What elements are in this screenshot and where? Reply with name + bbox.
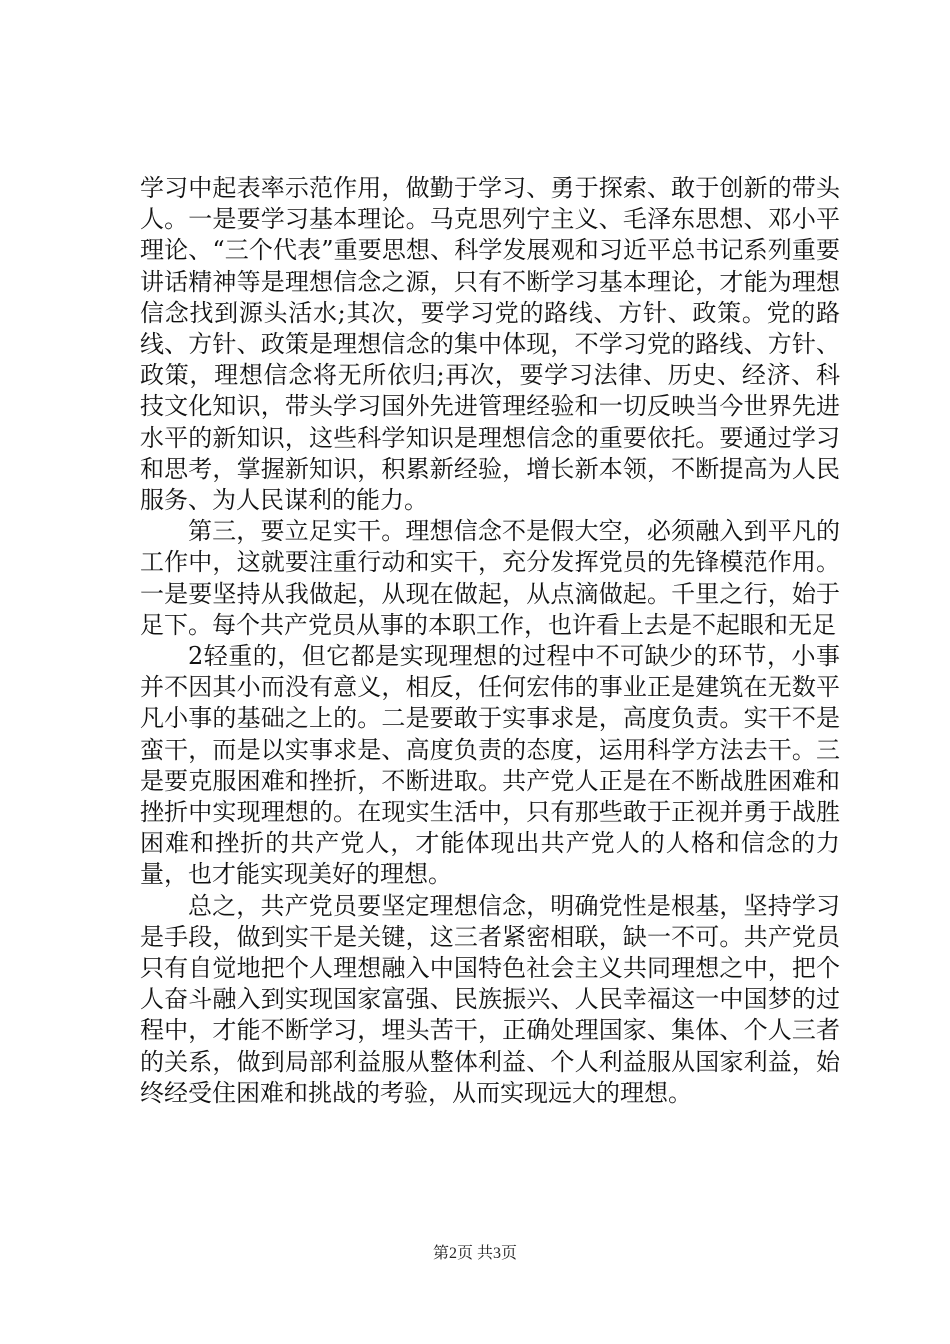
page-footer: 第2页 共3页: [432, 1245, 517, 1262]
paragraph-2: 第三，要立足实干。理想信念不是假大空，必须融入到平凡的工作中，这就要注重行动和实干，充分发挥党员的先锋模范作用。一是要坚持从我做起，从现在做起，从点滴做起。千里之行，始于足下。每个共产党员从事的本职工作，也许看上去是不起眼和无足: [140, 517, 840, 639]
paragraph-1: 学习中起表率示范作用，做勤于学习、勇于探索、敢于创新的带头人。一是要学习基本理论。马克思列宁主义、毛泽东思想、邓小平理论、“三个代表”重要思想、科学发展观和习近平总书记系列重要讲话精神等是理想信念之源，只有不断学习基本理论，才能为理想信念找到源头活水;其次，要学习党的路线、方针、政策。党的路线、方针、政策是理想信念的集中体现，不学习党的路线、方针、政策，理想信念将无所依归;再次，要学习法律、历史、经济、科技文化知识，带头学习国外先进管理经验和一切反映当今世界先进水平的新知识，这些科学知识是理想信念的重要依托。要通过学习和思考，掌握新知识，积累新经验，增长新本领，不断提高为人民服务、为人民谋利的能力。: [140, 174, 840, 515]
paragraph-3: 2轻重的，但它都是实现理想的过程中不可缺少的环节，小事并不因其小而没有意义，相反，任何宏伟的事业正是建筑在无数平凡小事的基础之上的。二是要敢于实事求是，高度负责。实干不是蛮干，而是以实事求是、高度负责的态度，运用科学方法去干。三是要克服困难和挫折，不断进取。共产党人正是在不断战胜困难和挫折中实现理想的。在现实生活中，只有那些敢于正视并勇于战胜困难和挫折的共产党人，才能体现出共产党人的人格和信念的力量，也才能实现美好的理想。: [140, 642, 840, 889]
document-body: [140, 173, 840, 1109]
paragraph-4: 总之，共产党员要坚定理想信念，明确党性是根基，坚持学习是手段，做到实干是关键，这三者紧密相联，缺一不可。共产党员只有自觉地把个人理想融入中国特色社会主义共同理想之中，把个人奋斗融入到实现国家富强、民族振兴、人民幸福这一中国梦的过程中，才能不断学习，埋头苦干，正确处理国家、集体、个人三者的关系，做到局部利益服从整体利益、个人利益服从国家利益，始终经受住困难和挑战的考验，从而实现远大的理想。: [140, 891, 840, 1107]
